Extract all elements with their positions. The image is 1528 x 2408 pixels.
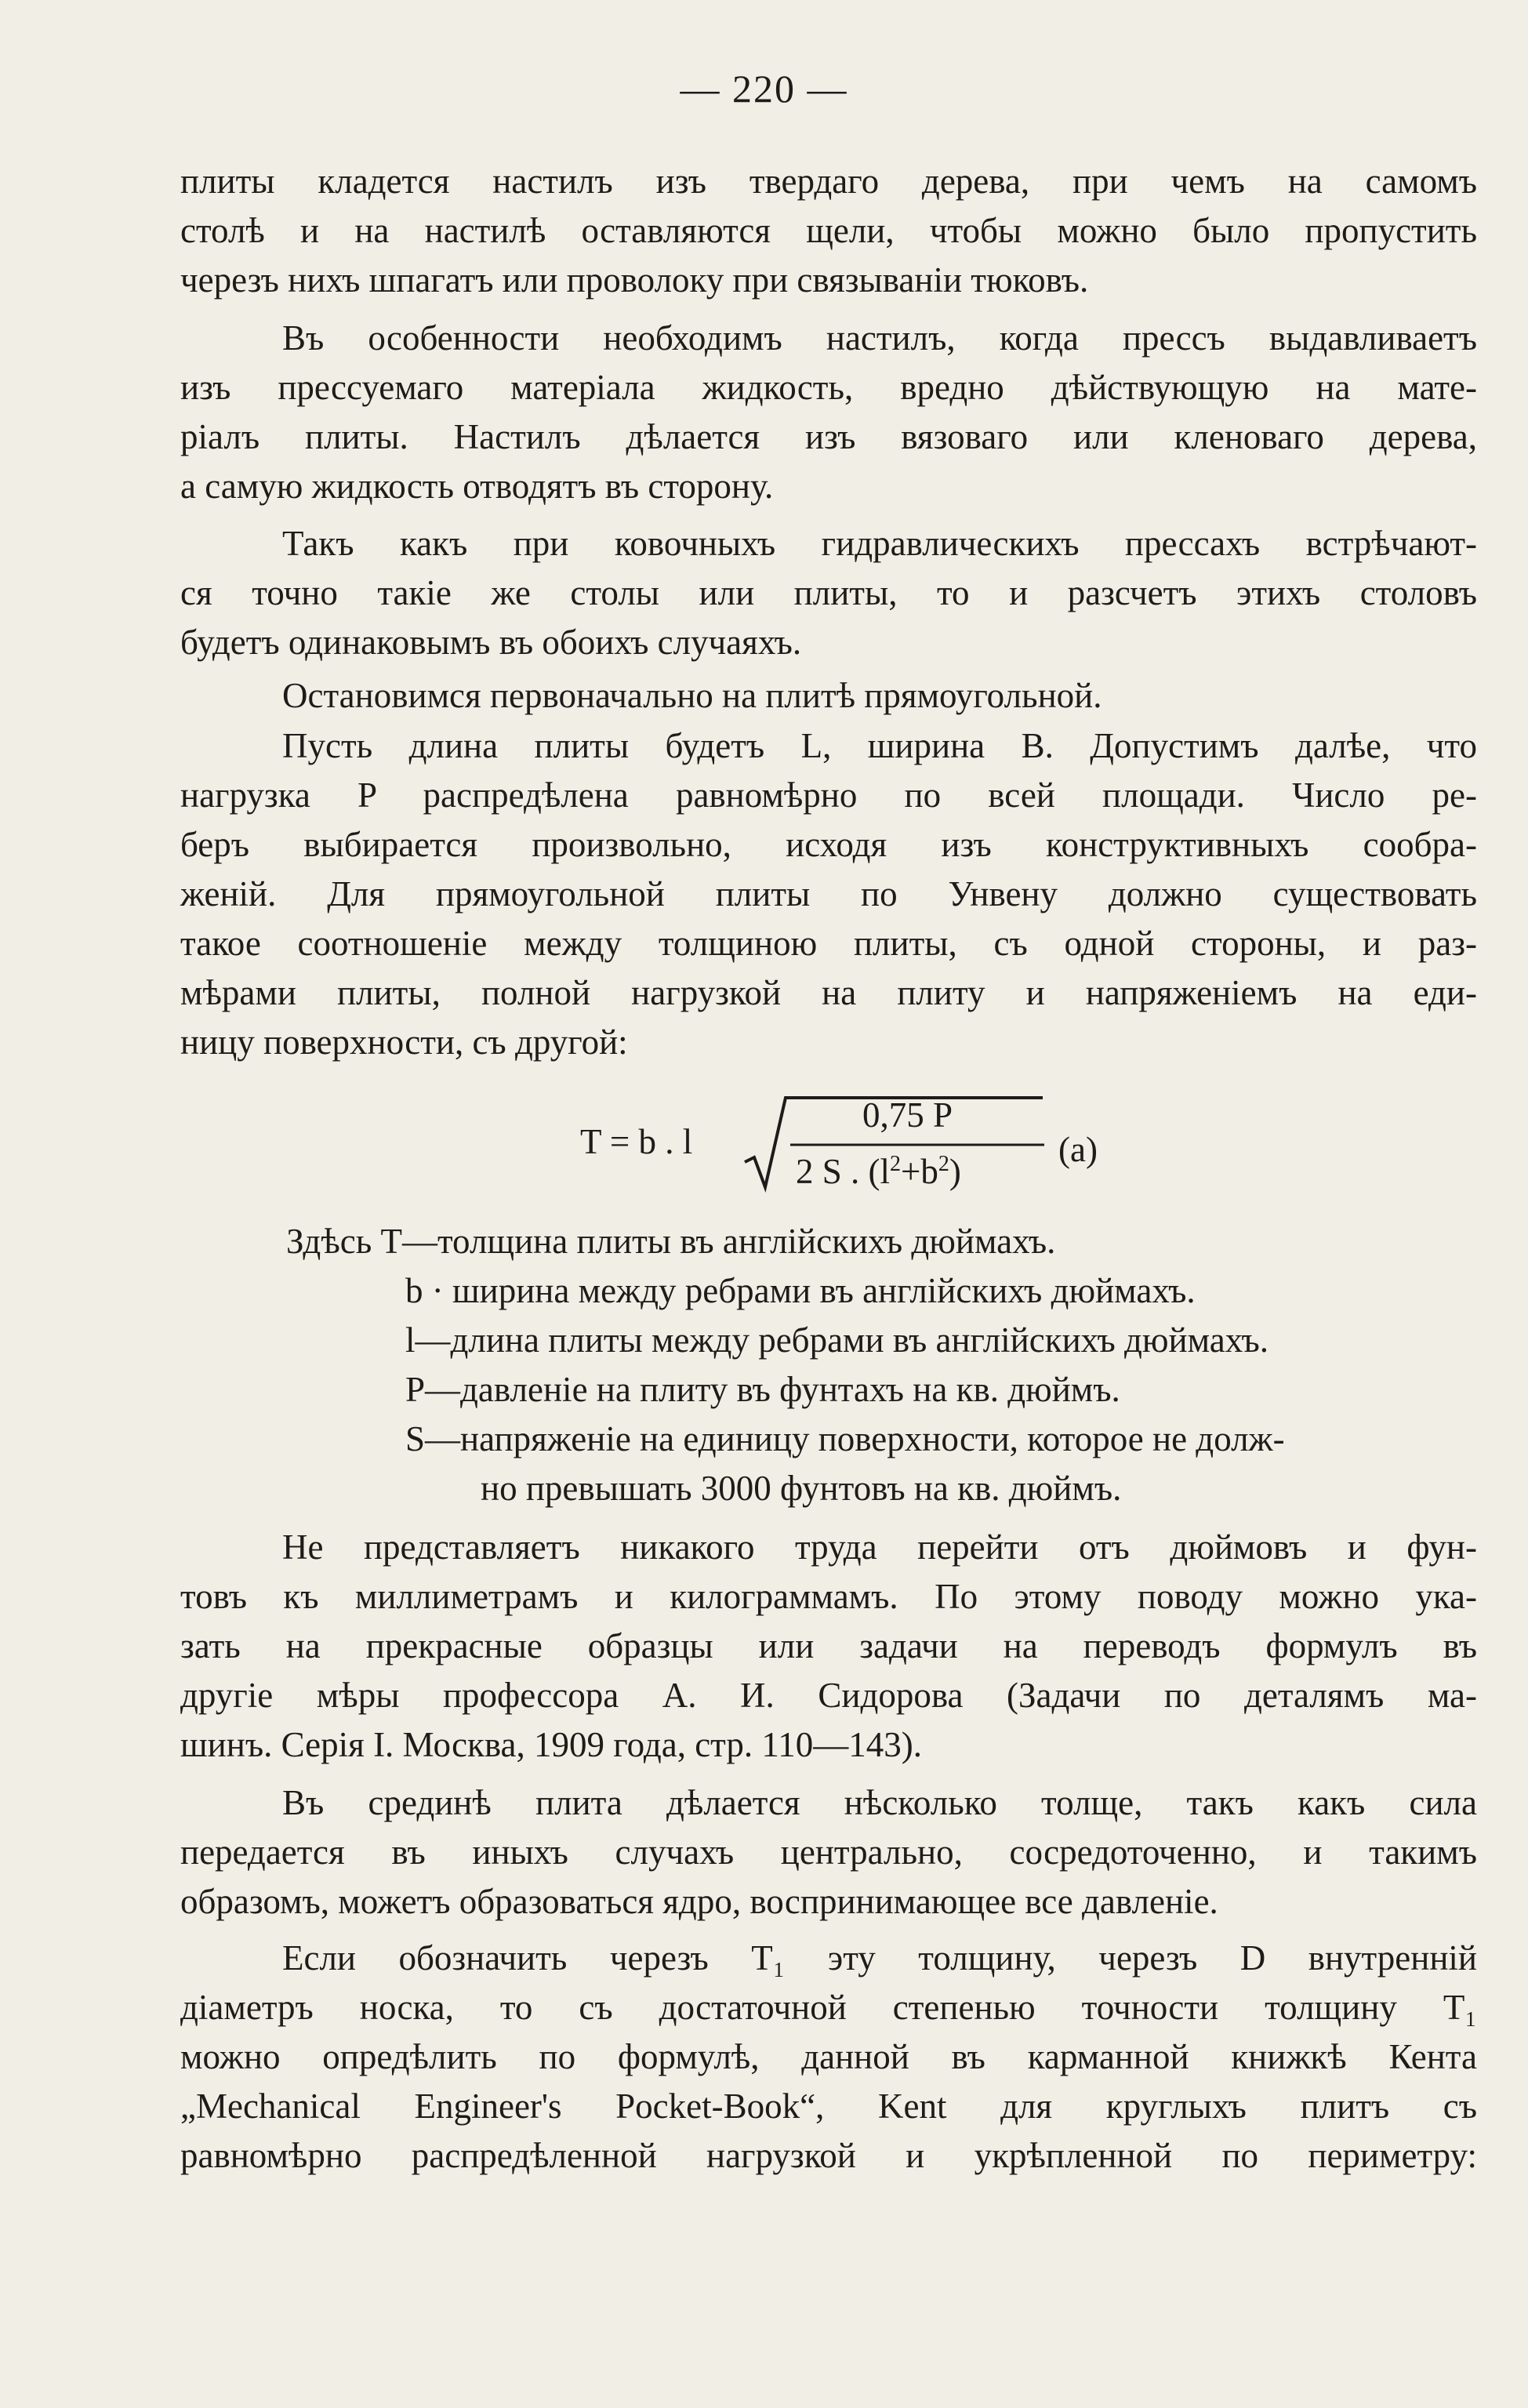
text-line: ницу поверхности, съ другой: (180, 1022, 628, 1062)
text-line: Такъ какъ при ковочныхъ гидравлическихъ прессахъ встрѣчают- (282, 524, 1477, 563)
text-line: Пусть длина плиты будетъ L, ширина B. Допустимъ далѣе, что (282, 726, 1477, 765)
text-line: діаметръ носка, то съ достаточной степенью точности толщину T₁ (180, 1988, 1477, 2027)
paragraph-5 (180, 721, 1477, 1067)
text-line: женій. Для прямоугольной плиты по Унвену должно существовать (180, 874, 1477, 913)
text-line: „Mechanical Engineer's Pocket-Book“, Kent для круглыхъ плитъ съ (180, 2087, 1477, 2126)
paragraph-7 (180, 1778, 1477, 1927)
paragraph-1 (180, 157, 1477, 305)
denominator-part: ) (949, 1152, 961, 1191)
text-line: изъ прессуемаго матеріала жидкость, вредно дѣйствующую на мате- (180, 368, 1477, 407)
text-line: шинъ. Серія I. Москва, 1909 года, стр. 110—143). (180, 1725, 922, 1764)
text-line: товъ къ миллиметрамъ и килограммамъ. По этому поводу можно ука- (180, 1577, 1477, 1616)
exponent: 2 (890, 1152, 902, 1176)
formula-numerator: 0,75 P (862, 1095, 953, 1135)
text-line: Если обозначить черезъ T₁ эту толщину, черезъ D внутренній (282, 1938, 1477, 1978)
legend-line: но превышать 3000 фунтовъ на кв. дюймъ. (481, 1469, 1122, 1508)
text-line: столѣ и на настилѣ оставляются щели, чтобы можно было пропустить (180, 211, 1477, 250)
text-line: черезъ нихъ шпагатъ или проволоку при связываніи тюковъ. (180, 260, 1089, 300)
text-line: а самую жидкость отводятъ въ сторону. (180, 467, 774, 506)
symbol-legend (286, 1217, 1462, 1513)
paragraph-3 (180, 519, 1477, 667)
exponent: 2 (938, 1152, 949, 1176)
text-line: беръ выбирается произвольно, исходя изъ конструктивныхъ сообра- (180, 825, 1477, 864)
legend-line: Здѣсь T—толщина плиты въ англійскихъ дюймахъ. (286, 1222, 1056, 1261)
formula-tag: (a) (1058, 1130, 1098, 1169)
legend-line: P—давленіе на плиту въ фунтахъ на кв. дюймъ. (405, 1370, 1120, 1409)
legend-line: l—длина плиты между ребрами въ англійскихъ дюймахъ. (405, 1320, 1269, 1360)
text-line: передается въ иныхъ случахъ центрально, сосредоточенно, и такимъ (180, 1832, 1477, 1872)
text-line: мѣрами плиты, полной нагрузкой на плиту и напряженіемъ на еди- (180, 973, 1477, 1012)
text-line: будетъ одинаковымъ въ обоихъ случаяхъ. (180, 623, 802, 662)
text-line: Въ срединѣ плита дѣлается нѣсколько толще, такъ какъ сила (282, 1783, 1477, 1822)
paragraph-8 (180, 1934, 1477, 2181)
denominator-part: +b (901, 1152, 938, 1191)
paragraph-4 (180, 671, 1477, 721)
text-line: Въ особенности необходимъ настилъ, когда прессъ выдавливаетъ (282, 318, 1477, 358)
page-number: — 220 — (680, 67, 848, 111)
paragraph-6 (180, 1523, 1477, 1770)
formula-denominator (796, 1151, 961, 1192)
text-line: ся точно такіе же столы или плиты, то и разсчетъ этихъ столовъ (180, 573, 1477, 612)
denominator-part: 2 S . (l (796, 1152, 891, 1191)
text-line: можно опредѣлить по формулѣ, данной въ карманной книжкѣ Кента (180, 2037, 1477, 2076)
legend-line: b · ширина между ребрами въ англійскихъ дюймахъ. (405, 1271, 1196, 1310)
text-line: Не представляетъ никакого труда перейти отъ дюймовъ и фун- (282, 1527, 1477, 1567)
text-line: Остановимся первоначально на плитѣ прямоугольной. (282, 676, 1102, 715)
paragraph-2 (180, 314, 1477, 511)
legend-line: S—напряженіе на единицу поверхности, которое не долж- (405, 1419, 1285, 1458)
text-line: такое соотношеніе между толщиною плиты, съ одной стороны, и раз- (180, 924, 1477, 963)
text-line: равномѣрно распредѣленной нагрузкой и укрѣпленной по периметру: (180, 2136, 1477, 2175)
text-line: плиты кладется настилъ изъ твердаго дерева, при чемъ на самомъ (180, 162, 1477, 201)
text-line: другіе мѣры профессора А. И. Сидорова (Задачи по деталямъ ма- (180, 1676, 1477, 1715)
text-line: образомъ, можетъ образоваться ядро, воспринимающее все давленіе. (180, 1882, 1218, 1921)
text-line: нагрузка P распредѣлена равномѣрно по всей площади. Число ре- (180, 775, 1477, 815)
text-line: ріалъ плиты. Настилъ дѣлается изъ вязоваго или кленоваго дерева, (180, 417, 1477, 456)
text-line: зать на прекрасные образцы или задачи на переводъ формулъ въ (180, 1626, 1477, 1665)
formula-lhs: T = b . l (580, 1122, 693, 1161)
formula-a (580, 1091, 1129, 1193)
